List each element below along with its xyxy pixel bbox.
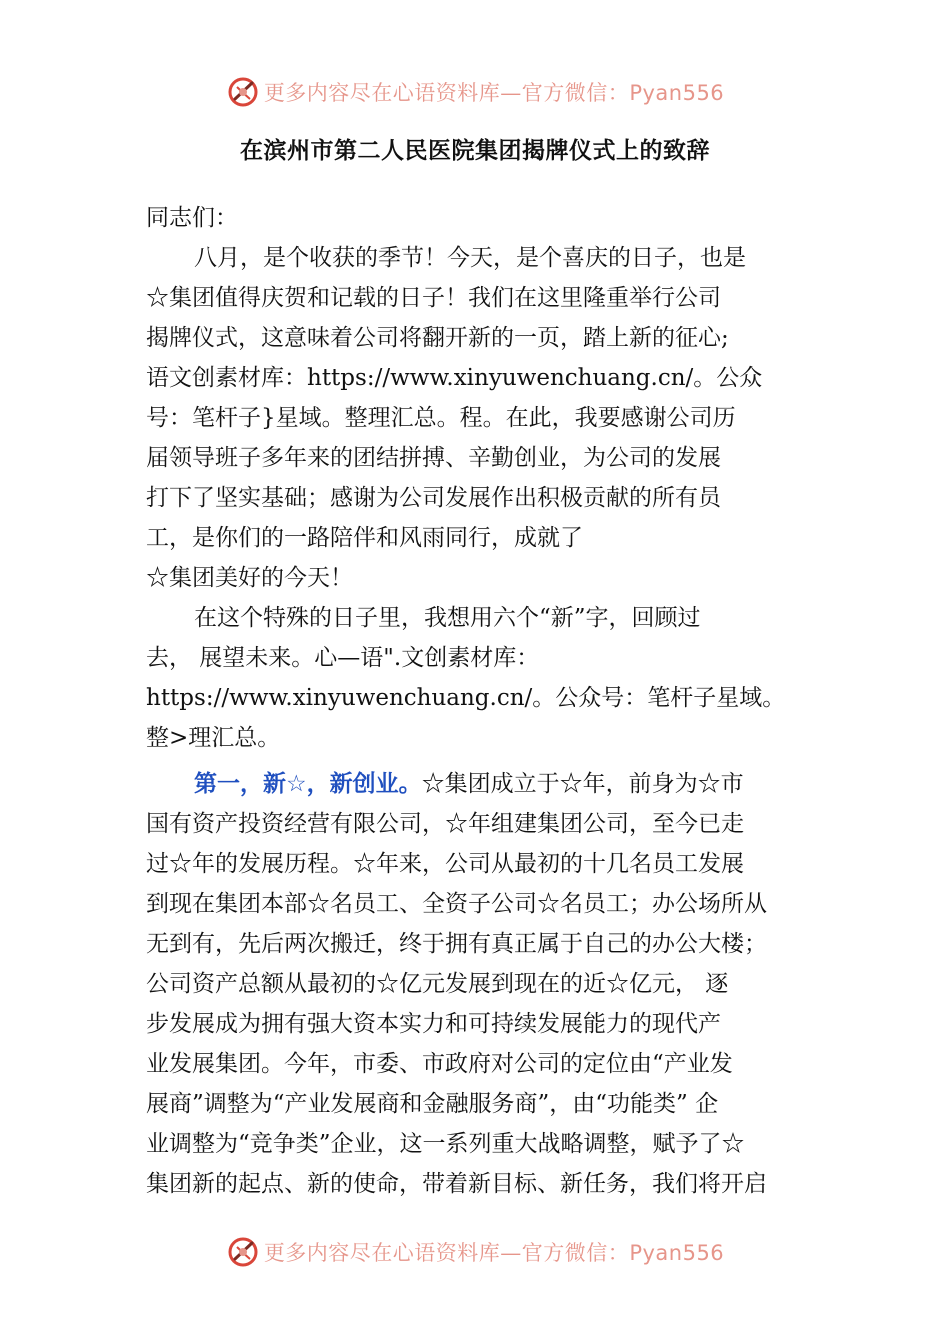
paragraph-1-line: 工，是你们的一路陪伴和风雨同行，成就了 <box>146 525 583 551</box>
paragraph-2-line: https://www.xinyuwenchuang.cn/。公众号：笔杆子星域。 <box>146 685 786 711</box>
paragraph-1-line: 八月，是个收获的季节！今天，是个喜庆的日子，也是 <box>194 245 746 271</box>
paragraph-2-line: 去， 展望未来。心—语".文创素材库： <box>146 645 540 671</box>
paragraph-1-line: 打下了坚实基础；感谢为公司发展作出积极贡献的所有员 <box>146 485 721 511</box>
paragraph-3-line: 到现在集团本部☆名员工、全资子公司☆名员工；办公场所从 <box>146 891 767 917</box>
logo-icon <box>226 75 260 109</box>
paragraph-1-line: ☆集团值得庆贺和记载的日子！我们在这里隆重举行公司 <box>146 285 721 311</box>
watermark-text: 更多内容尽在心语资料库—官方微信：Pyan556 <box>263 1241 725 1265</box>
paragraph-3-text: ☆集团成立于☆年，前身为☆市 <box>421 771 744 797</box>
paragraph-3-line: 步发展成为拥有强大资本实力和可持续发展能力的现代产 <box>146 1011 721 1037</box>
paragraph-3-line: 展商”调整为“产业发展商和金融服务商”，由“功能类” 企 <box>146 1091 719 1117</box>
paragraph-2-line: 在这个特殊的日子里，我想用六个“新”字，回顾过 <box>194 605 701 631</box>
paragraph-3-line: 国有资产投资经营有限公司，☆年组建集团公司，至今已走 <box>146 811 744 837</box>
paragraph-3-line: 过☆年的发展历程。☆年来，公司从最初的十几名员工发展 <box>146 851 744 877</box>
salutation: 同志们： <box>146 205 238 231</box>
logo-icon <box>226 1235 260 1269</box>
paragraph-3-line: 无到有，先后两次搬迁，终于拥有真正属于自己的办公大楼； <box>146 931 767 957</box>
section-heading: 第一，新☆，新创业。 <box>194 771 422 797</box>
paragraph-3-line: 公司资产总额从最初的☆亿元发展到现在的近☆亿元， 逐 <box>146 971 729 997</box>
paragraph-1-line: 号：笔杆子}星域。整理汇总。程。在此，我要感谢公司历 <box>146 405 736 431</box>
footer-watermark <box>0 1232 950 1272</box>
paragraph-3-line: 业调整为“竞争类”企业，这一系列重大战略调整，赋予了☆ <box>146 1131 745 1157</box>
header-watermark <box>0 72 950 112</box>
paragraph-3-first-line <box>146 764 816 804</box>
document-title: 在滨州市第二人民医院集团揭牌仪式上的致辞 <box>240 138 710 164</box>
paragraph-1-line: 揭牌仪式，这意味着公司将翻开新的一页，踏上新的征心; <box>146 325 729 351</box>
paragraph-2-line: 整>理汇总。 <box>146 725 281 751</box>
paragraph-1-line: ☆集团美好的今天！ <box>146 565 353 591</box>
paragraph-3-line: 集团新的起点、新的使命，带着新目标、新任务，我们将开启 <box>146 1171 767 1197</box>
watermark-text: 更多内容尽在心语资料库—官方微信：Pyan556 <box>263 81 725 105</box>
document-body <box>146 198 816 1204</box>
paragraph-3-line: 业发展集团。今年，市委、市政府对公司的定位由“产业发 <box>146 1051 733 1077</box>
paragraph-1-line: 届领导班子多年来的团结拼搏、辛勤创业，为公司的发展 <box>146 445 721 471</box>
paragraph-1-line: 语文创素材库：https://www.xinyuwenchuang.cn/。公众 <box>146 365 763 391</box>
